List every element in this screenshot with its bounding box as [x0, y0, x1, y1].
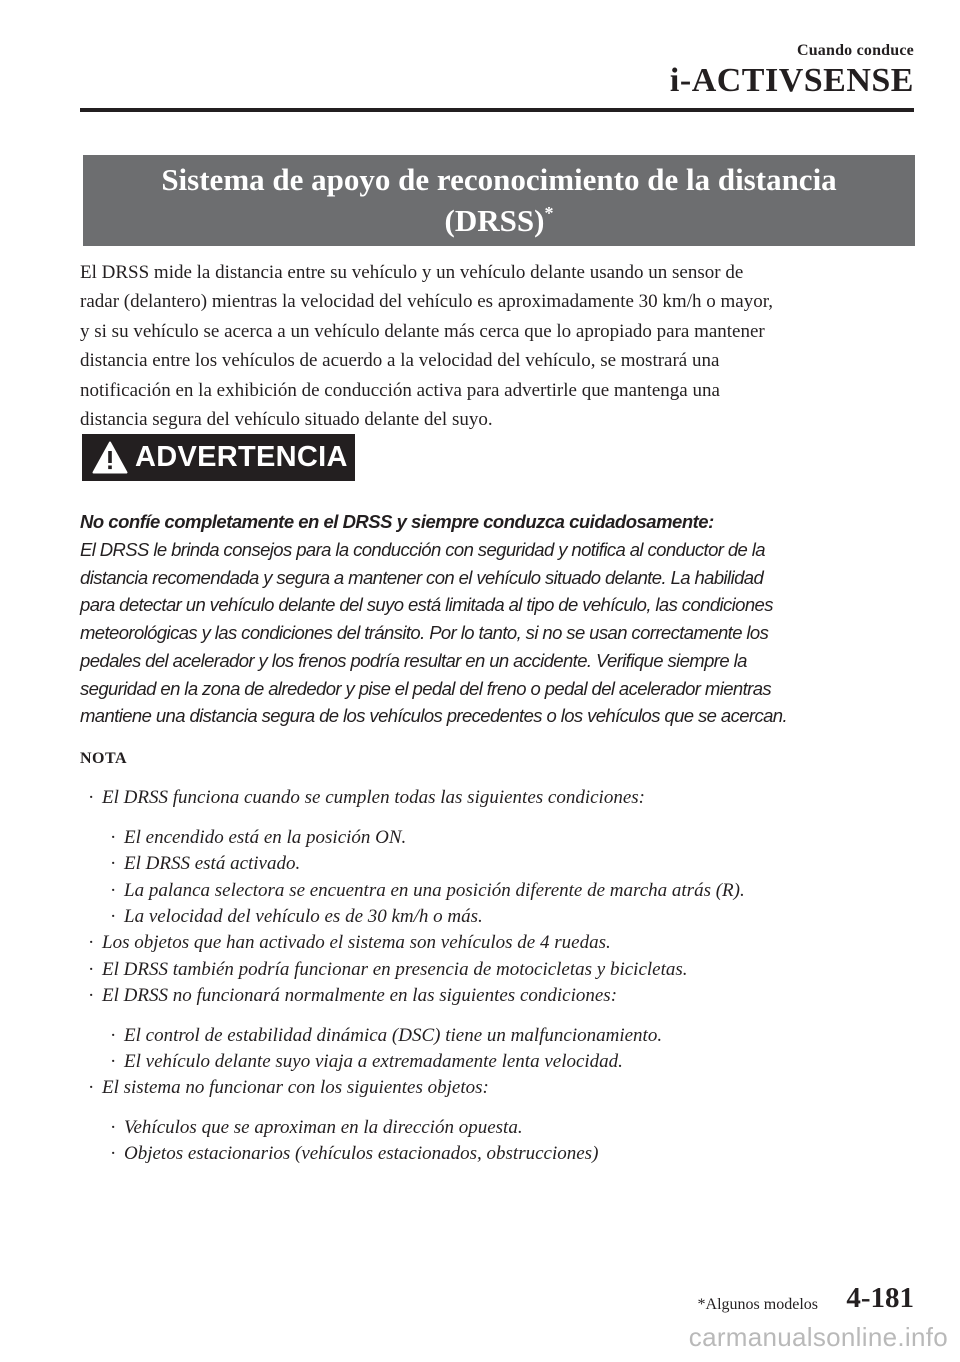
- section-label: Cuando conduce: [796, 42, 914, 59]
- footnote: *Algunos modelos: [697, 1296, 818, 1313]
- note-subitem: · El control de estabilidad dinámica (DSC) tiene un malfuncionamiento.: [110, 1025, 663, 1046]
- chapter-title: i-ACTIVSENSE: [669, 62, 914, 99]
- intro-line: distancia segura del vehículo situado delante del suyo.: [80, 409, 493, 431]
- warning-line: distancia recomendada y segura a mantener con el vehículo situado delante. La habilidad: [80, 566, 764, 588]
- intro-line: distancia entre los vehículos de acuerdo a la velocidad del vehículo, se mostrará una: [80, 350, 720, 372]
- note-subitem: · Vehículos que se aproximan en la dirección opuesta.: [110, 1117, 523, 1138]
- bullet: ·: [110, 853, 117, 874]
- warning-line: seguridad en la zona de alrededor y pise el pedal del freno o pedal del acelerador mientras: [80, 677, 772, 699]
- warning-line: para detectar un vehículo delante del suyo está limitada al tipo de vehículo, las condiciones: [80, 594, 773, 616]
- note-subitem: · Objetos estacionarios (vehículos estacionados, obstrucciones): [110, 1143, 599, 1164]
- page-title: [83, 155, 915, 246]
- note-subitem: · La velocidad del vehículo es de 30 km/h o más.: [110, 906, 483, 927]
- bullet: ·: [88, 959, 95, 980]
- some-models-marker: *: [544, 203, 554, 223]
- intro-line: El DRSS mide la distancia entre su vehículo y un vehículo delante usando un sensor de: [80, 262, 744, 283]
- page-title-line-2: [83, 200, 915, 241]
- bullet: ·: [110, 906, 117, 927]
- bullet: ·: [88, 787, 95, 808]
- warning-triangle-icon: [92, 441, 128, 474]
- page-title-acronym: (DRSS): [444, 203, 545, 238]
- warning-line: meteorológicas y las condiciones del tránsito. Por lo tanto, si no se usan correctamente los: [80, 622, 769, 644]
- note-item: · El DRSS también podría funcionar en presencia de motocicletas y bicicletas.: [88, 959, 688, 980]
- watermark: carmanualsonline.info: [688, 1322, 948, 1352]
- bullet: ·: [110, 1051, 117, 1072]
- bullet: ·: [110, 1143, 117, 1164]
- note-subitem: · La palanca selectora se encuentra en una posición diferente de marcha atrás (R).: [110, 880, 745, 901]
- bullet: ·: [110, 880, 117, 901]
- note-item: · El DRSS no funcionará normalmente en las siguientes condiciones:: [88, 985, 618, 1006]
- bullet: ·: [110, 827, 117, 848]
- warning-line: mantiene una distancia segura de los vehículos precedentes o los vehículos que se acercan.: [80, 705, 788, 727]
- warning-badge: [82, 434, 355, 481]
- note-subitem: · El DRSS está activado.: [110, 853, 301, 874]
- bullet: ·: [88, 1077, 95, 1098]
- warning-line: El DRSS le brinda consejos para la conducción con seguridad y notifica al conductor de la: [80, 539, 765, 560]
- intro-line: y si su vehículo se acerca a un vehículo delante más cerca que lo apropiado para mantener: [80, 320, 765, 342]
- bullet: ·: [88, 985, 95, 1006]
- bullet: ·: [110, 1025, 117, 1046]
- note-label: NOTA: [80, 750, 128, 767]
- header-rule: [80, 108, 914, 112]
- note-item: · Los objetos que han activado el sistema son vehículos de 4 ruedas.: [88, 932, 611, 953]
- warning-label: ADVERTENCIA: [135, 441, 348, 473]
- warning-line: pedales del acelerador y los frenos podría resultar en un accidente. Verifique siempre la: [80, 649, 747, 671]
- bullet: ·: [88, 932, 95, 953]
- note-item: · El DRSS funciona cuando se cumplen todas las siguientes condiciones:: [88, 787, 645, 808]
- note-subitem: · El encendido está en la posición ON.: [110, 827, 407, 848]
- page-title-line-1: Sistema de apoyo de reconocimiento de la distancia: [161, 162, 837, 197]
- note-subitem: · El vehículo delante suyo viaja a extremadamente lenta velocidad.: [110, 1051, 623, 1072]
- note-item: · El sistema no funcionar con los siguientes objetos:: [88, 1077, 489, 1098]
- warning-heading: No confíe completamente en el DRSS y siempre conduzca cuidadosamente:: [80, 511, 714, 532]
- bullet: ·: [110, 1117, 117, 1138]
- page-number: 4-181: [846, 1282, 914, 1314]
- intro-line: radar (delantero) mientras la velocidad del vehículo es aproximadamente 30 km/h o mayor,: [80, 291, 774, 313]
- intro-line: notificación en la exhibición de conducción activa para advertirle que mantenga una: [80, 379, 720, 401]
- intro-paragraph: [80, 258, 920, 434]
- warning-body: [80, 536, 910, 730]
